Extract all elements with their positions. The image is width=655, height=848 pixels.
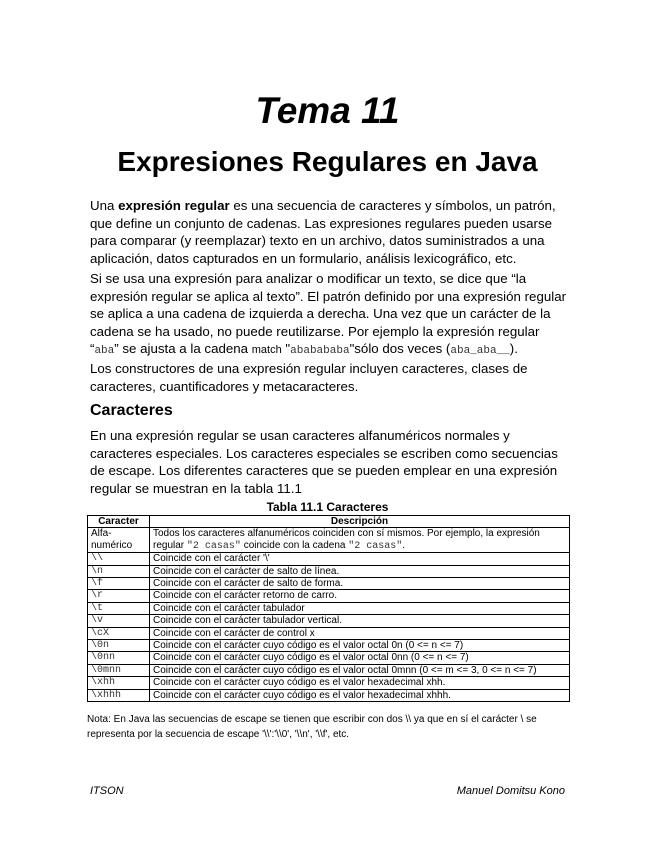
cell-desc: Coincide con el carácter retorno de carro. — [150, 590, 570, 602]
table-row — [88, 664, 570, 676]
cell-char: \n — [88, 565, 150, 577]
table-row — [88, 677, 570, 689]
table-row — [88, 590, 570, 602]
text: Si se usa una expresión para analizar o modificar un texto, se dice que “la expresión regular se aplica al texto”. El patrón definido por una expresión regular se aplica a una cadena de izquierda a derecha. Una vez que un carácter de la cadena se ha usado, no puede reutilizarse. Por ejemplo la expresión regular “ — [90, 271, 567, 357]
cell-desc: Coincide con el carácter tabulador vertical. — [150, 615, 570, 627]
chapter-title: Tema 11 — [255, 90, 400, 131]
text: es una secuencia de caracteres y símbolos, un patrón, que define un conjunto de cadenas. Las expresiones regulares pueden usarse para comparar (y reemplazar) texto en un archivo, datos suministrados a una aplicación, datos capturados en un formulario, análisis lexicográfico, etc. — [90, 198, 556, 266]
cell-desc: Coincide con el carácter cuyo código es el valor hexadecimal xhhh. — [150, 689, 570, 701]
text: " — [281, 341, 291, 357]
text: ” se ajusta a la cadena — [114, 341, 252, 357]
table-row — [88, 627, 570, 639]
table-caption: Tabla 11.1 Caracteres — [266, 500, 389, 514]
cell-char: \v — [88, 615, 150, 627]
cell-desc: Coincide con el carácter cuyo código es el valor octal 0n (0 <= n <= 7) — [150, 640, 570, 652]
table-row — [88, 528, 570, 553]
cell-char: \xhh — [88, 677, 150, 689]
text: Todos los caracteres alfanuméricos coinciden con sí mismos. Por ejemplo, la expresión regular — [153, 528, 540, 551]
bold-term: expresión regular — [118, 198, 230, 213]
table-row — [88, 578, 570, 590]
cell-char: \0n — [88, 640, 150, 652]
cell-desc: Coincide con el carácter tabulador — [150, 602, 570, 614]
cell-char: \\ — [88, 553, 150, 565]
cell-desc: Coincide con el carácter de control x — [150, 627, 570, 639]
text: "sólo dos veces ( — [349, 341, 451, 357]
paragraph-application — [90, 270, 570, 361]
cell-char: \0mnn — [88, 664, 150, 676]
characters-table — [87, 515, 570, 702]
table-row — [88, 602, 570, 614]
column-header: Caracter — [88, 516, 150, 528]
cell-char: \f — [88, 578, 150, 590]
cell-char: \r — [88, 590, 150, 602]
text: coincide con la cadena — [240, 539, 349, 551]
footer-left: ITSON — [90, 785, 124, 797]
cell-desc: Coincide con el carácter de salto de línea. — [150, 565, 570, 577]
cell-desc: Coincide con el carácter cuyo código es el valor octal 0nn (0 <= n <= 7) — [150, 652, 570, 664]
cell-char: \t — [88, 602, 150, 614]
paragraph-characters: En una expresión regular se usan caracteres alfanuméricos normales y caracteres especiales. Los caracteres especiales se escriben como secuencias de escape. Los diferentes caracteres que se pueden emplear en una expresión regular se muestran en la tabla 11.1 — [90, 428, 558, 496]
footer-right: Manuel Domitsu Kono — [456, 785, 565, 797]
cell-desc: Coincide con el carácter '\' — [150, 553, 570, 565]
table-row — [88, 615, 570, 627]
section-heading: Caracteres — [90, 402, 173, 419]
text: Una — [90, 198, 119, 213]
code: "2 casas" — [186, 540, 241, 552]
paragraph-intro — [90, 197, 570, 267]
cell-char: \xhhh — [88, 689, 150, 701]
code: aba — [94, 345, 115, 358]
table-row — [88, 640, 570, 652]
table-note: Nota: En Java las secuencias de escape se tienen que escribir con dos \\ ya que en sí el carácter \ se representa por la secuencia de escape '\\':'\\0', '\\n', '\\f', etc. — [87, 714, 537, 740]
text: . — [402, 539, 406, 551]
paragraph-constructors: Los constructores de una expresión regular incluyen caracteres, clases de caracteres, cuantificadores y metacaracteres. — [90, 361, 528, 394]
cell-desc — [150, 528, 570, 553]
cell-char: \0nn — [88, 652, 150, 664]
column-header: Descripción — [150, 516, 570, 528]
cell-desc: Coincide con el carácter cuyo código es el valor octal 0mnn (0 <= m <= 3, 0 <= n <= 7) — [150, 664, 570, 676]
cell-desc: Coincide con el carácter cuyo código es el valor hexadecimal xhh. — [150, 677, 570, 689]
table-row — [88, 652, 570, 664]
chapter-subtitle: Expresiones Regulares en Java — [117, 146, 538, 177]
code: aba_aba__ — [450, 345, 510, 358]
cell-char: \cX — [88, 627, 150, 639]
cell-desc: Coincide con el carácter de salto de forma. — [150, 578, 570, 590]
text: ). — [509, 341, 518, 357]
table-row — [88, 553, 570, 565]
table-row — [88, 689, 570, 701]
cell-char: Alfa- numérico — [88, 528, 150, 553]
table-row — [88, 565, 570, 577]
text: match — [251, 344, 282, 357]
code: ababababa — [290, 345, 350, 358]
code: "2 casas" — [348, 540, 403, 552]
